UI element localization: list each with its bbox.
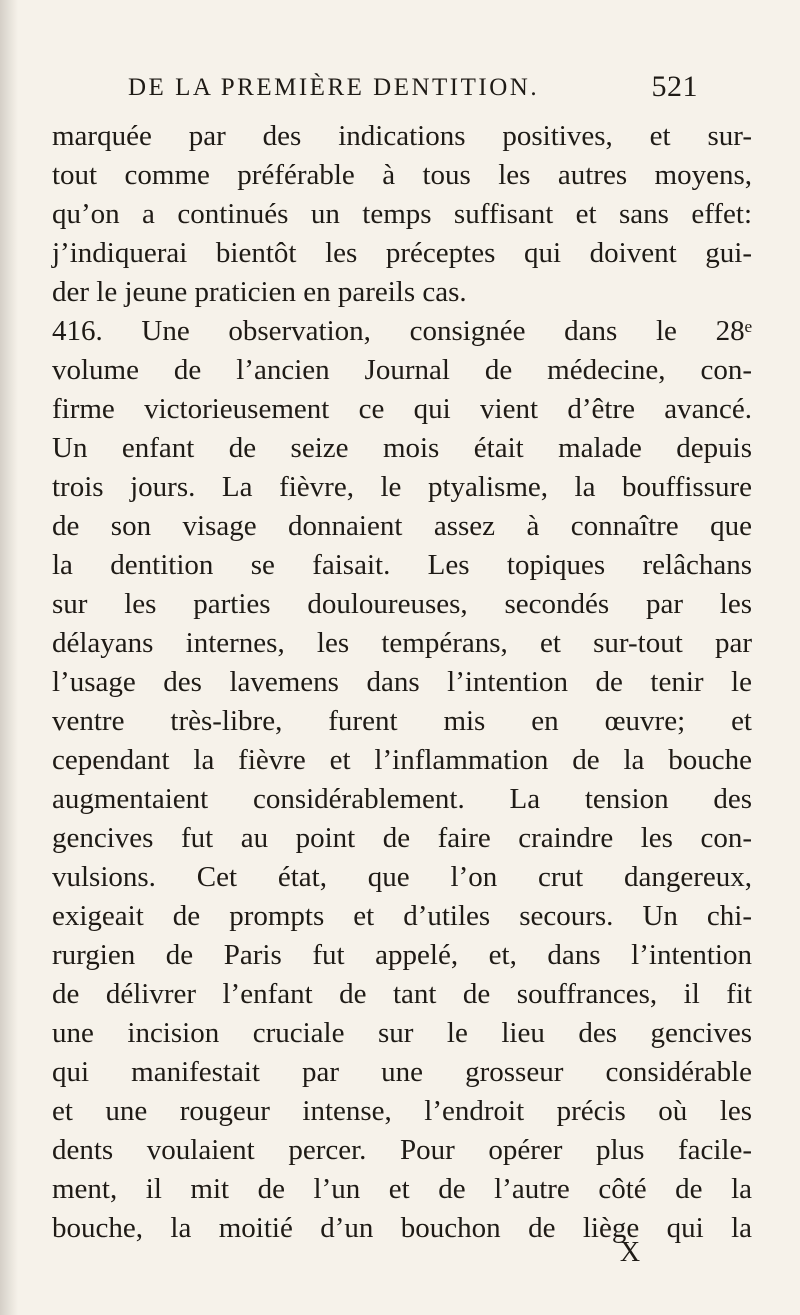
text-line: de délivrer l’enfant de tant de souffrances, il fit: [52, 978, 752, 1010]
text-line: gencives fut au point de faire craindre les con-: [52, 822, 752, 854]
text-line: qui manifestait par une grosseur considérable: [52, 1056, 752, 1088]
text-line: et une rougeur intense, l’endroit précis où les: [52, 1095, 752, 1127]
text-line: sur les parties douloureuses, secondés par les: [52, 588, 752, 620]
text-line: bouche, la moitié d’un bouchon de liège qui la: [52, 1212, 752, 1244]
text-line: ment, il mit de l’un et de l’autre côté de la: [52, 1173, 752, 1205]
text-line: la dentition se faisait. Les topiques relâchans: [52, 549, 752, 581]
text-line: qu’on a continués un temps suffisant et sans effet:: [52, 198, 752, 230]
text-line: dents voulaient percer. Pour opérer plus facile-: [52, 1134, 752, 1166]
text-line: exigeait de prompts et d’utiles secours. Un chi-: [52, 900, 752, 932]
body-text: [52, 118, 752, 1244]
text-line: trois jours. La fièvre, le ptyalisme, la bouffissure: [52, 471, 752, 503]
running-head: DE LA PREMIÈRE DENTITION.: [128, 74, 540, 101]
page-header: [128, 70, 698, 114]
text-line: j’indiquerai bientôt les préceptes qui doivent gui-: [52, 237, 752, 269]
text-line: augmentaient considérablement. La tension des: [52, 783, 752, 815]
text-line: ventre très-libre, furent mis en œuvre; et: [52, 705, 752, 737]
text-line: rurgien de Paris fut appelé, et, dans l’intention: [52, 939, 752, 971]
page-number: 521: [651, 70, 698, 103]
text-line: délayans internes, les tempérans, et sur-tout par: [52, 627, 752, 659]
text-line: firme victorieusement ce qui vient d’être avancé.: [52, 393, 752, 425]
text-line: tout comme préférable à tous les autres moyens,: [52, 159, 752, 191]
text-line: 416. Une observation, consignée dans le 28ᵉ: [52, 315, 752, 347]
text-line: une incision cruciale sur le lieu des gencives: [52, 1017, 752, 1049]
signature-mark: X: [619, 1237, 641, 1268]
text-line: marquée par des indications positives, et sur-: [52, 120, 752, 152]
page-edge-shadow: [0, 0, 18, 1315]
text-line: de son visage donnaient assez à connaître que: [52, 510, 752, 542]
text-line: volume de l’ancien Journal de médecine, con-: [52, 354, 752, 386]
text-line: cependant la fièvre et l’inflammation de la bouche: [52, 744, 752, 776]
text-line: Un enfant de seize mois était malade depuis: [52, 432, 752, 464]
text-line: der le jeune praticien en pareils cas.: [52, 276, 467, 308]
text-line: l’usage des lavemens dans l’intention de tenir le: [52, 666, 752, 698]
text-line: vulsions. Cet état, que l’on crut dangereux,: [52, 861, 752, 893]
